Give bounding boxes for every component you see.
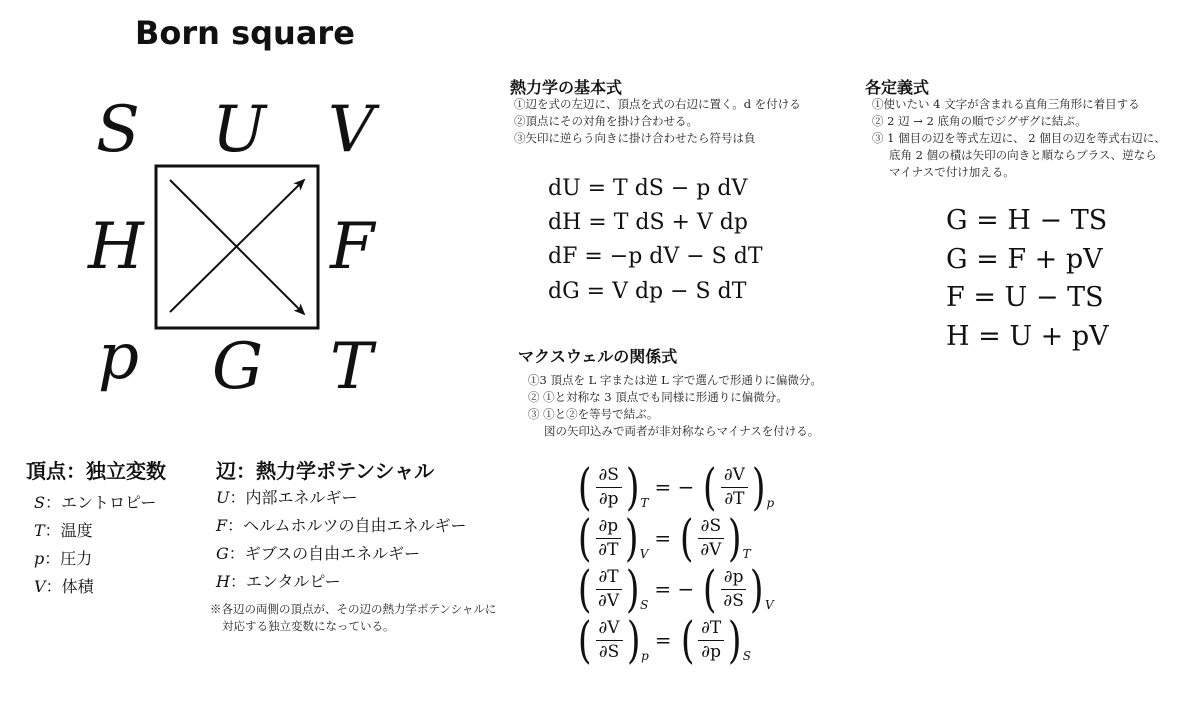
vertices-heading: 頂点：独立変数 [26, 459, 166, 483]
edge-item-H: H：エンタルピー [216, 572, 341, 591]
vertex-item-p: p：圧力 [34, 549, 93, 568]
mx-note-4: 図の矢印込みで両者が非対称ならマイナスを付ける。 [544, 424, 820, 438]
maxwell-notes [528, 372, 822, 440]
edge-item-F: F：ヘルムホルツの自由エネルギー [216, 516, 467, 535]
vertex-item-S: S：エントロピー [34, 493, 157, 512]
page-title: Born square [135, 14, 355, 52]
vertex-item-T: T：温度 [34, 521, 93, 540]
def-note-5: マイナスで付け加える。 [889, 165, 1015, 179]
def-note-1: ①使いたい 4 文字が含まれる直角三角形に着目する [872, 97, 1140, 111]
edge-item-G: G：ギブスの自由エネルギー [216, 544, 421, 563]
def-eq-4: H = U + pV [946, 321, 1109, 352]
basic-heading: 熱力学の基本式 [510, 78, 623, 97]
def-eq-3: F = U − TS [946, 282, 1104, 313]
corner-T: T [330, 330, 373, 404]
basic-note-1: ①辺を式の左辺に、頂点を式の右辺に置く。d を付ける [514, 97, 801, 111]
vertices-list [34, 489, 156, 601]
def-note-4: 底角 2 個の積は矢印の向きと順ならプラス、逆なら [889, 148, 1157, 162]
maxwell-relation-3: ( $\frac{\partial T}{\partial V}$ ) S = − ( $\frac{\partial p}{\partial S}$ ) V [577, 560, 774, 618]
footnote-line-2: 対応する独立変数になっている。 [222, 619, 395, 633]
mx-note-1: ①3 頂点を L 字または逆 L 字で選んで形通りに偏微分。 [528, 373, 822, 387]
def-note-3: ③ 1 個目の辺を等式左辺に、 2 個目の辺を等式右辺に、 [872, 131, 1166, 145]
basic-eq-3: dF = −p dV − S dT [548, 244, 763, 269]
mx-note-2: ② ①と対称な 3 頂点でも同様に形通りに偏微分。 [528, 390, 788, 404]
edges-list [216, 484, 466, 596]
basic-eq-2: dH = T dS + V dp [548, 210, 748, 235]
maxwell-heading: マクスウェルの関係式 [518, 347, 678, 366]
edge-U: U [212, 93, 266, 167]
definitions-notes [872, 96, 1166, 181]
corner-S: S [96, 93, 140, 167]
def-eq-2: G = F + pV [946, 244, 1103, 275]
maxwell-relation-1: ( $\frac{\partial S}{\partial p}$ ) T = − ( $\frac{\partial V}{\partial T}$ ) p [577, 458, 775, 516]
basic-note-2: ②頂点にその対角を掛け合わせる。 [514, 114, 698, 128]
edge-F: F [330, 210, 375, 284]
def-note-2: ② 2 辺 → 2 底角の順でジグザグに結ぶ。 [872, 114, 1087, 128]
square-arrows-graphic [150, 160, 325, 335]
basic-eq-1: dU = T dS − p dV [548, 176, 748, 201]
basic-note-3: ③矢印に逆らう向きに掛け合わせたら符号は負 [514, 131, 756, 145]
edge-G: G [212, 330, 264, 404]
corner-p: p [98, 320, 139, 394]
definitions-heading: 各定義式 [865, 78, 930, 97]
vertex-item-V: V：体積 [34, 577, 94, 596]
def-eq-1: G = H − TS [946, 205, 1108, 236]
maxwell-relation-4: ( $\frac{\partial V}{\partial S}$ ) p = ( $\frac{\partial T}{\partial p}$ ) S [577, 611, 751, 669]
basic-notes [514, 96, 801, 147]
edges-heading: 辺：熱力学ポテンシャル [216, 459, 435, 483]
edge-item-U: U：内部エネルギー [216, 488, 358, 507]
maxwell-relation-2: ( $\frac{\partial p}{\partial T}$ ) V = ( $\frac{\partial S}{\partial V}$ ) T [577, 509, 751, 567]
edges-footnote [210, 601, 496, 635]
basic-eq-4: dG = V dp − S dT [548, 279, 747, 304]
edge-H: H [88, 210, 144, 284]
corner-V: V [328, 93, 375, 167]
footnote-line-1: ※各辺の両側の頂点が、その辺の熱力学ポテンシャルに [210, 602, 497, 616]
mx-note-3: ③ ①と②を等号で結ぶ。 [528, 407, 659, 421]
